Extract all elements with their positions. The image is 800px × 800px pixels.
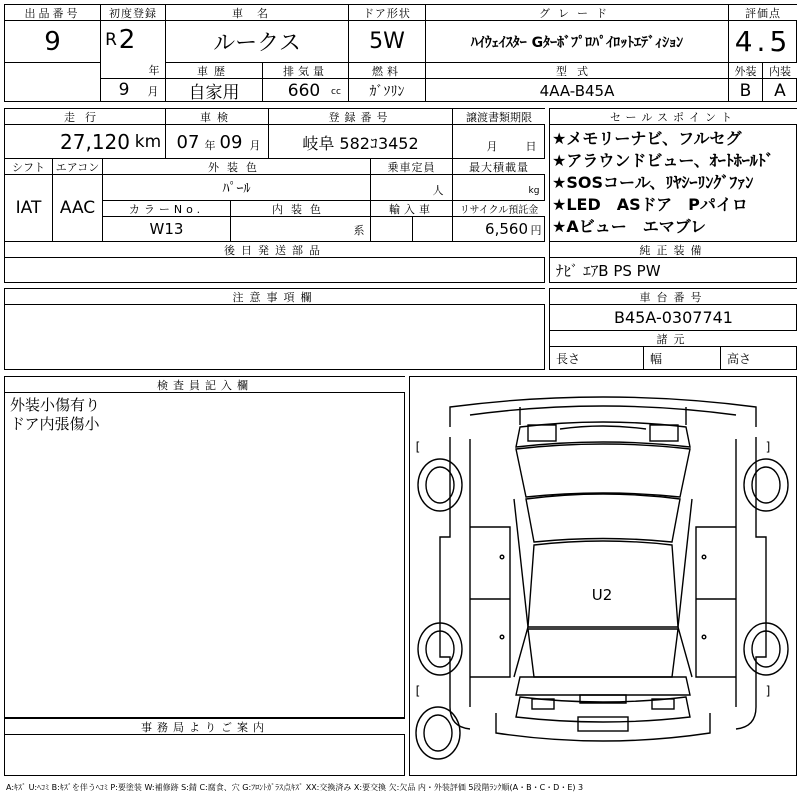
lot-no: 9 bbox=[44, 26, 61, 57]
recycle-fee: 6,560 bbox=[485, 220, 528, 238]
length-label: 長さ bbox=[556, 352, 581, 366]
transfer-label: 譲渡書類期限 bbox=[453, 109, 545, 124]
height-label: 高さ bbox=[727, 352, 752, 366]
first-reg-era: R bbox=[105, 30, 117, 50]
divider bbox=[4, 734, 405, 735]
month-unit: 月 bbox=[147, 85, 159, 98]
ac-label: エアコン bbox=[53, 159, 102, 174]
ext-color-label: 外装色 bbox=[103, 159, 370, 174]
door-type: 5W bbox=[369, 29, 405, 54]
shift-label: シフト bbox=[5, 159, 52, 174]
damage-legend: A:ｷｽﾞ U:ﾍｺﾐ B:ｷｽﾞを伴うﾍｺﾐ P:要塗装 W:補修跡 S:錆 C:腐食、穴 G:ﾌﾛﾝﾄｶﾞﾗｽ点ｷｽﾞ XX:交換済み X:要交換 欠:欠品 内・外装評価 5段階ﾗﾝｸ順(A・B・C・D・E) 3 bbox=[6, 783, 584, 792]
load-label: 最大積載量 bbox=[453, 159, 545, 174]
bracket-right-bottom: ] bbox=[765, 684, 771, 698]
dims-label: 諸元 bbox=[550, 331, 797, 346]
sales-points-label: セールスポイント bbox=[550, 109, 797, 124]
color-no-label: カラーNo. bbox=[103, 201, 230, 216]
divider bbox=[549, 124, 797, 125]
load-unit: kg bbox=[528, 186, 540, 196]
model: 4AA-B45A bbox=[539, 81, 615, 100]
grade: ﾊｲｳｪｲｽﾀｰ Gﾀｰﾎﾞﾌﾟﾛﾊﾟｲﾛｯﾄｴﾃﾞｨｼｮﾝ bbox=[470, 34, 684, 51]
recycle-unit: 円 bbox=[530, 224, 542, 237]
history-label: 車歴 bbox=[166, 63, 262, 78]
inspection-year: 07 bbox=[176, 131, 200, 153]
mileage-label: 走行 bbox=[5, 109, 165, 124]
sales-point-item: ★アラウンドビュー、ｵｰﾄﾎｰﾙﾄﾞ bbox=[552, 151, 774, 170]
first-reg-label: 初度登録 bbox=[101, 5, 165, 20]
equipment: ﾅﾋﾞ ｴｱB PS PW bbox=[556, 262, 661, 280]
divider bbox=[4, 257, 545, 258]
ext-color: ﾊﾟｰﾙ bbox=[222, 180, 251, 197]
interior-label: 内装 bbox=[763, 63, 797, 78]
later-parts-label: 後日発送部品 bbox=[5, 242, 545, 257]
chassis-number: B45A-0307741 bbox=[614, 308, 733, 327]
chassis-label: 車台番号 bbox=[550, 289, 797, 304]
int-color-unit: 系 bbox=[353, 224, 365, 237]
inspector-label: 検査員記入欄 bbox=[5, 377, 405, 392]
caution-label: 注意事項欄 bbox=[5, 289, 545, 304]
office-label: 事務局よりご案内 bbox=[5, 719, 405, 734]
bracket-left-bottom: [ bbox=[415, 684, 421, 698]
divider bbox=[4, 392, 405, 393]
int-color-label: 内装色 bbox=[231, 201, 370, 216]
grade-label: グレード bbox=[426, 5, 728, 20]
divider bbox=[412, 216, 413, 241]
car-diagram bbox=[410, 377, 796, 775]
transfer-month-unit: 月 bbox=[486, 140, 498, 153]
ac: AAC bbox=[59, 198, 96, 218]
capacity-unit: 人 bbox=[432, 184, 444, 197]
color-no: W13 bbox=[149, 220, 184, 238]
import-label: 輸入車 bbox=[371, 201, 452, 216]
sales-point-item: ★LED ASドア Pパイロ bbox=[552, 195, 748, 214]
mileage-unit: km bbox=[134, 132, 162, 152]
score-label: 評価点 bbox=[729, 5, 797, 20]
divider bbox=[4, 62, 100, 63]
displacement-unit: cc bbox=[331, 87, 341, 97]
car-name-label: 車名 bbox=[166, 5, 348, 20]
door-label: ドア形状 bbox=[349, 5, 425, 20]
inspection-month: 09 bbox=[219, 131, 243, 153]
divider bbox=[4, 304, 545, 305]
damage-mark: U2 bbox=[591, 586, 613, 604]
divider bbox=[4, 124, 545, 125]
transfer-day-unit: 日 bbox=[525, 140, 537, 153]
displacement: 660 bbox=[287, 80, 321, 101]
sales-point-item: ★Aビュー エマブレ bbox=[552, 217, 707, 236]
interior-grade: A bbox=[774, 80, 786, 101]
plate-label: 登録番号 bbox=[269, 109, 452, 124]
inspection-year-unit: 年 bbox=[204, 139, 216, 152]
recycle-label: リサイクル預託金 bbox=[453, 201, 545, 216]
year-unit: 年 bbox=[148, 63, 160, 77]
history: 自家用 bbox=[188, 83, 240, 102]
inspection-month-unit: 月 bbox=[249, 139, 261, 152]
lot-no-label: 出品番号 bbox=[5, 5, 100, 20]
divider bbox=[549, 346, 797, 347]
inspection-label: 車検 bbox=[166, 109, 268, 124]
car-name: ルークス bbox=[213, 31, 301, 56]
exterior-grade: B bbox=[739, 80, 752, 101]
shift: IAT bbox=[15, 198, 42, 218]
divider bbox=[100, 78, 165, 79]
inspector-notes: 外装小傷有り ドア内張傷小 bbox=[10, 396, 101, 433]
mileage: 27,120 bbox=[60, 130, 130, 154]
plate-number: 岐阜 582ｺ3452 bbox=[302, 133, 419, 153]
first-reg-month: 9 bbox=[118, 80, 130, 100]
exterior-label: 外装 bbox=[729, 63, 762, 78]
bracket-left-top: [ bbox=[415, 440, 421, 454]
width-label: 幅 bbox=[650, 352, 663, 366]
model-label: 型式 bbox=[426, 63, 728, 78]
sales-point-item: ★メモリーナビ、フルセグ bbox=[552, 129, 742, 148]
score: 4.5 bbox=[734, 25, 792, 58]
sales-point-item: ★SOSコール、ﾘﾔｼｰﾘﾝｸﾞﾌｧﾝ bbox=[552, 173, 754, 192]
fuel: ｶﾞｿﾘﾝ bbox=[369, 83, 405, 100]
bracket-right-top: ] bbox=[765, 440, 771, 454]
capacity-label: 乗車定員 bbox=[371, 159, 452, 174]
fuel-label: 燃料 bbox=[349, 63, 425, 78]
first-reg-year: 2 bbox=[118, 25, 136, 55]
equipment-label: 純正装備 bbox=[550, 242, 797, 257]
displacement-label: 排気量 bbox=[263, 63, 348, 78]
